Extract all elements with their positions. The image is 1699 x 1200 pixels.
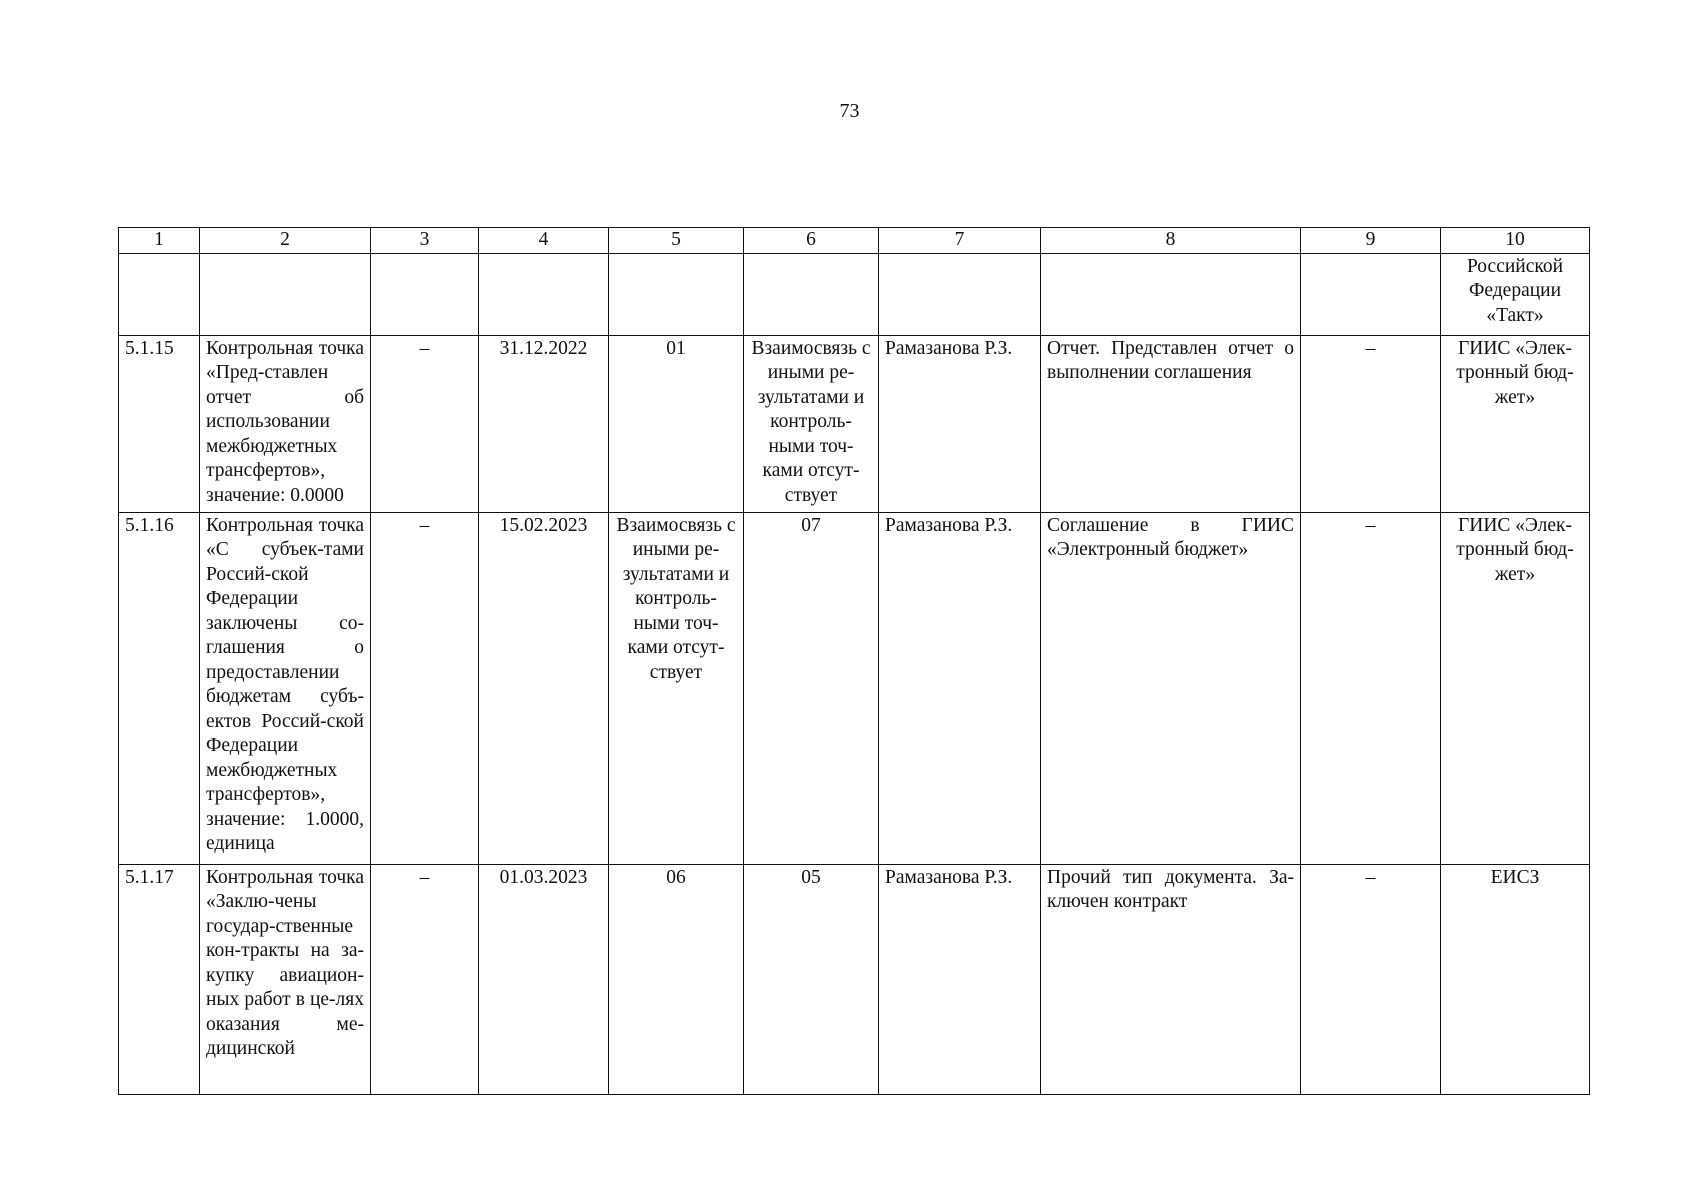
row-number-cell: 5.1.17 <box>119 864 200 1094</box>
empty-cell <box>371 253 479 335</box>
document-cell: Отчет. Представлен отчет о выполнении соглашения <box>1041 335 1301 512</box>
information-system-cell: ЕИСЗ <box>1441 864 1590 1094</box>
empty-cell <box>879 253 1041 335</box>
empty-cell <box>200 253 371 335</box>
column-number-row <box>119 228 1590 254</box>
empty-cell <box>609 253 744 335</box>
document-cell: Прочий тип документа. За-ключен контракт <box>1041 864 1301 1094</box>
dash-cell: – <box>1301 864 1441 1094</box>
column-number: 10 <box>1441 228 1590 254</box>
document-cell: Соглашение в ГИИС «Электронный бюджет» <box>1041 512 1301 864</box>
responsible-cell: Рамазанова Р.З. <box>879 864 1041 1094</box>
code-cell: 05 <box>744 864 879 1094</box>
control-points-table <box>118 227 1590 1095</box>
continuation-row <box>119 253 1590 335</box>
control-point-name-cell: Контрольная точка «Заклю-чены государ-ственные кон-тракты на за-купку авиацион-ных работ в це-лях оказания ме-дицинской <box>200 864 371 1094</box>
dash-cell: – <box>371 335 479 512</box>
column-number: 8 <box>1041 228 1301 254</box>
table-row <box>119 512 1590 864</box>
code-cell: 07 <box>744 512 879 864</box>
responsible-cell: Рамазанова Р.З. <box>879 335 1041 512</box>
column-number: 1 <box>119 228 200 254</box>
dash-cell: – <box>371 512 479 864</box>
empty-cell <box>119 253 200 335</box>
column-number: 5 <box>609 228 744 254</box>
information-system-cell: ГИИС «Элек-тронный бюд-жет» <box>1441 512 1590 864</box>
column-number: 9 <box>1301 228 1441 254</box>
empty-cell <box>479 253 609 335</box>
empty-cell <box>744 253 879 335</box>
column-number: 4 <box>479 228 609 254</box>
control-point-name-cell: Контрольная точка «С субъек-тами Россий-ской Федерации заключены со-глашения о предоставлении бюджетам субъ-ектов Россий-ской Федерации межбюджетных трансфертов», значение: 1.0000, единица <box>200 512 371 864</box>
empty-cell <box>1301 253 1441 335</box>
date-cell: 01.03.2023 <box>479 864 609 1094</box>
column-number: 6 <box>744 228 879 254</box>
column-number: 3 <box>371 228 479 254</box>
table-row <box>119 335 1590 512</box>
page-number: 73 <box>839 100 860 122</box>
date-cell: 31.12.2022 <box>479 335 609 512</box>
dash-cell: – <box>1301 512 1441 864</box>
dash-cell: – <box>1301 335 1441 512</box>
responsible-cell: Рамазанова Р.З. <box>879 512 1041 864</box>
code-cell: 01 <box>609 335 744 512</box>
column-number: 7 <box>879 228 1041 254</box>
relation-cell: Взаимосвязь с иными ре-зультатами и контроль-ными точ-ками отсут-ствует <box>744 335 879 512</box>
information-system-cell: Российской Федерации «Такт» <box>1441 253 1590 335</box>
table-row <box>119 864 1590 1094</box>
row-number-cell: 5.1.16 <box>119 512 200 864</box>
row-number-cell: 5.1.15 <box>119 335 200 512</box>
information-system-cell: ГИИС «Элек-тронный бюд-жет» <box>1441 335 1590 512</box>
control-point-name-cell: Контрольная точка «Пред-ставлен отчет об использовании межбюджетных трансфертов», значение: 0.0000 <box>200 335 371 512</box>
empty-cell <box>1041 253 1301 335</box>
relation-cell: Взаимосвязь с иными ре-зультатами и контроль-ными точ-ками отсут-ствует <box>609 512 744 864</box>
dash-cell: – <box>371 864 479 1094</box>
date-cell: 15.02.2023 <box>479 512 609 864</box>
code-cell: 06 <box>609 864 744 1094</box>
column-number: 2 <box>200 228 371 254</box>
